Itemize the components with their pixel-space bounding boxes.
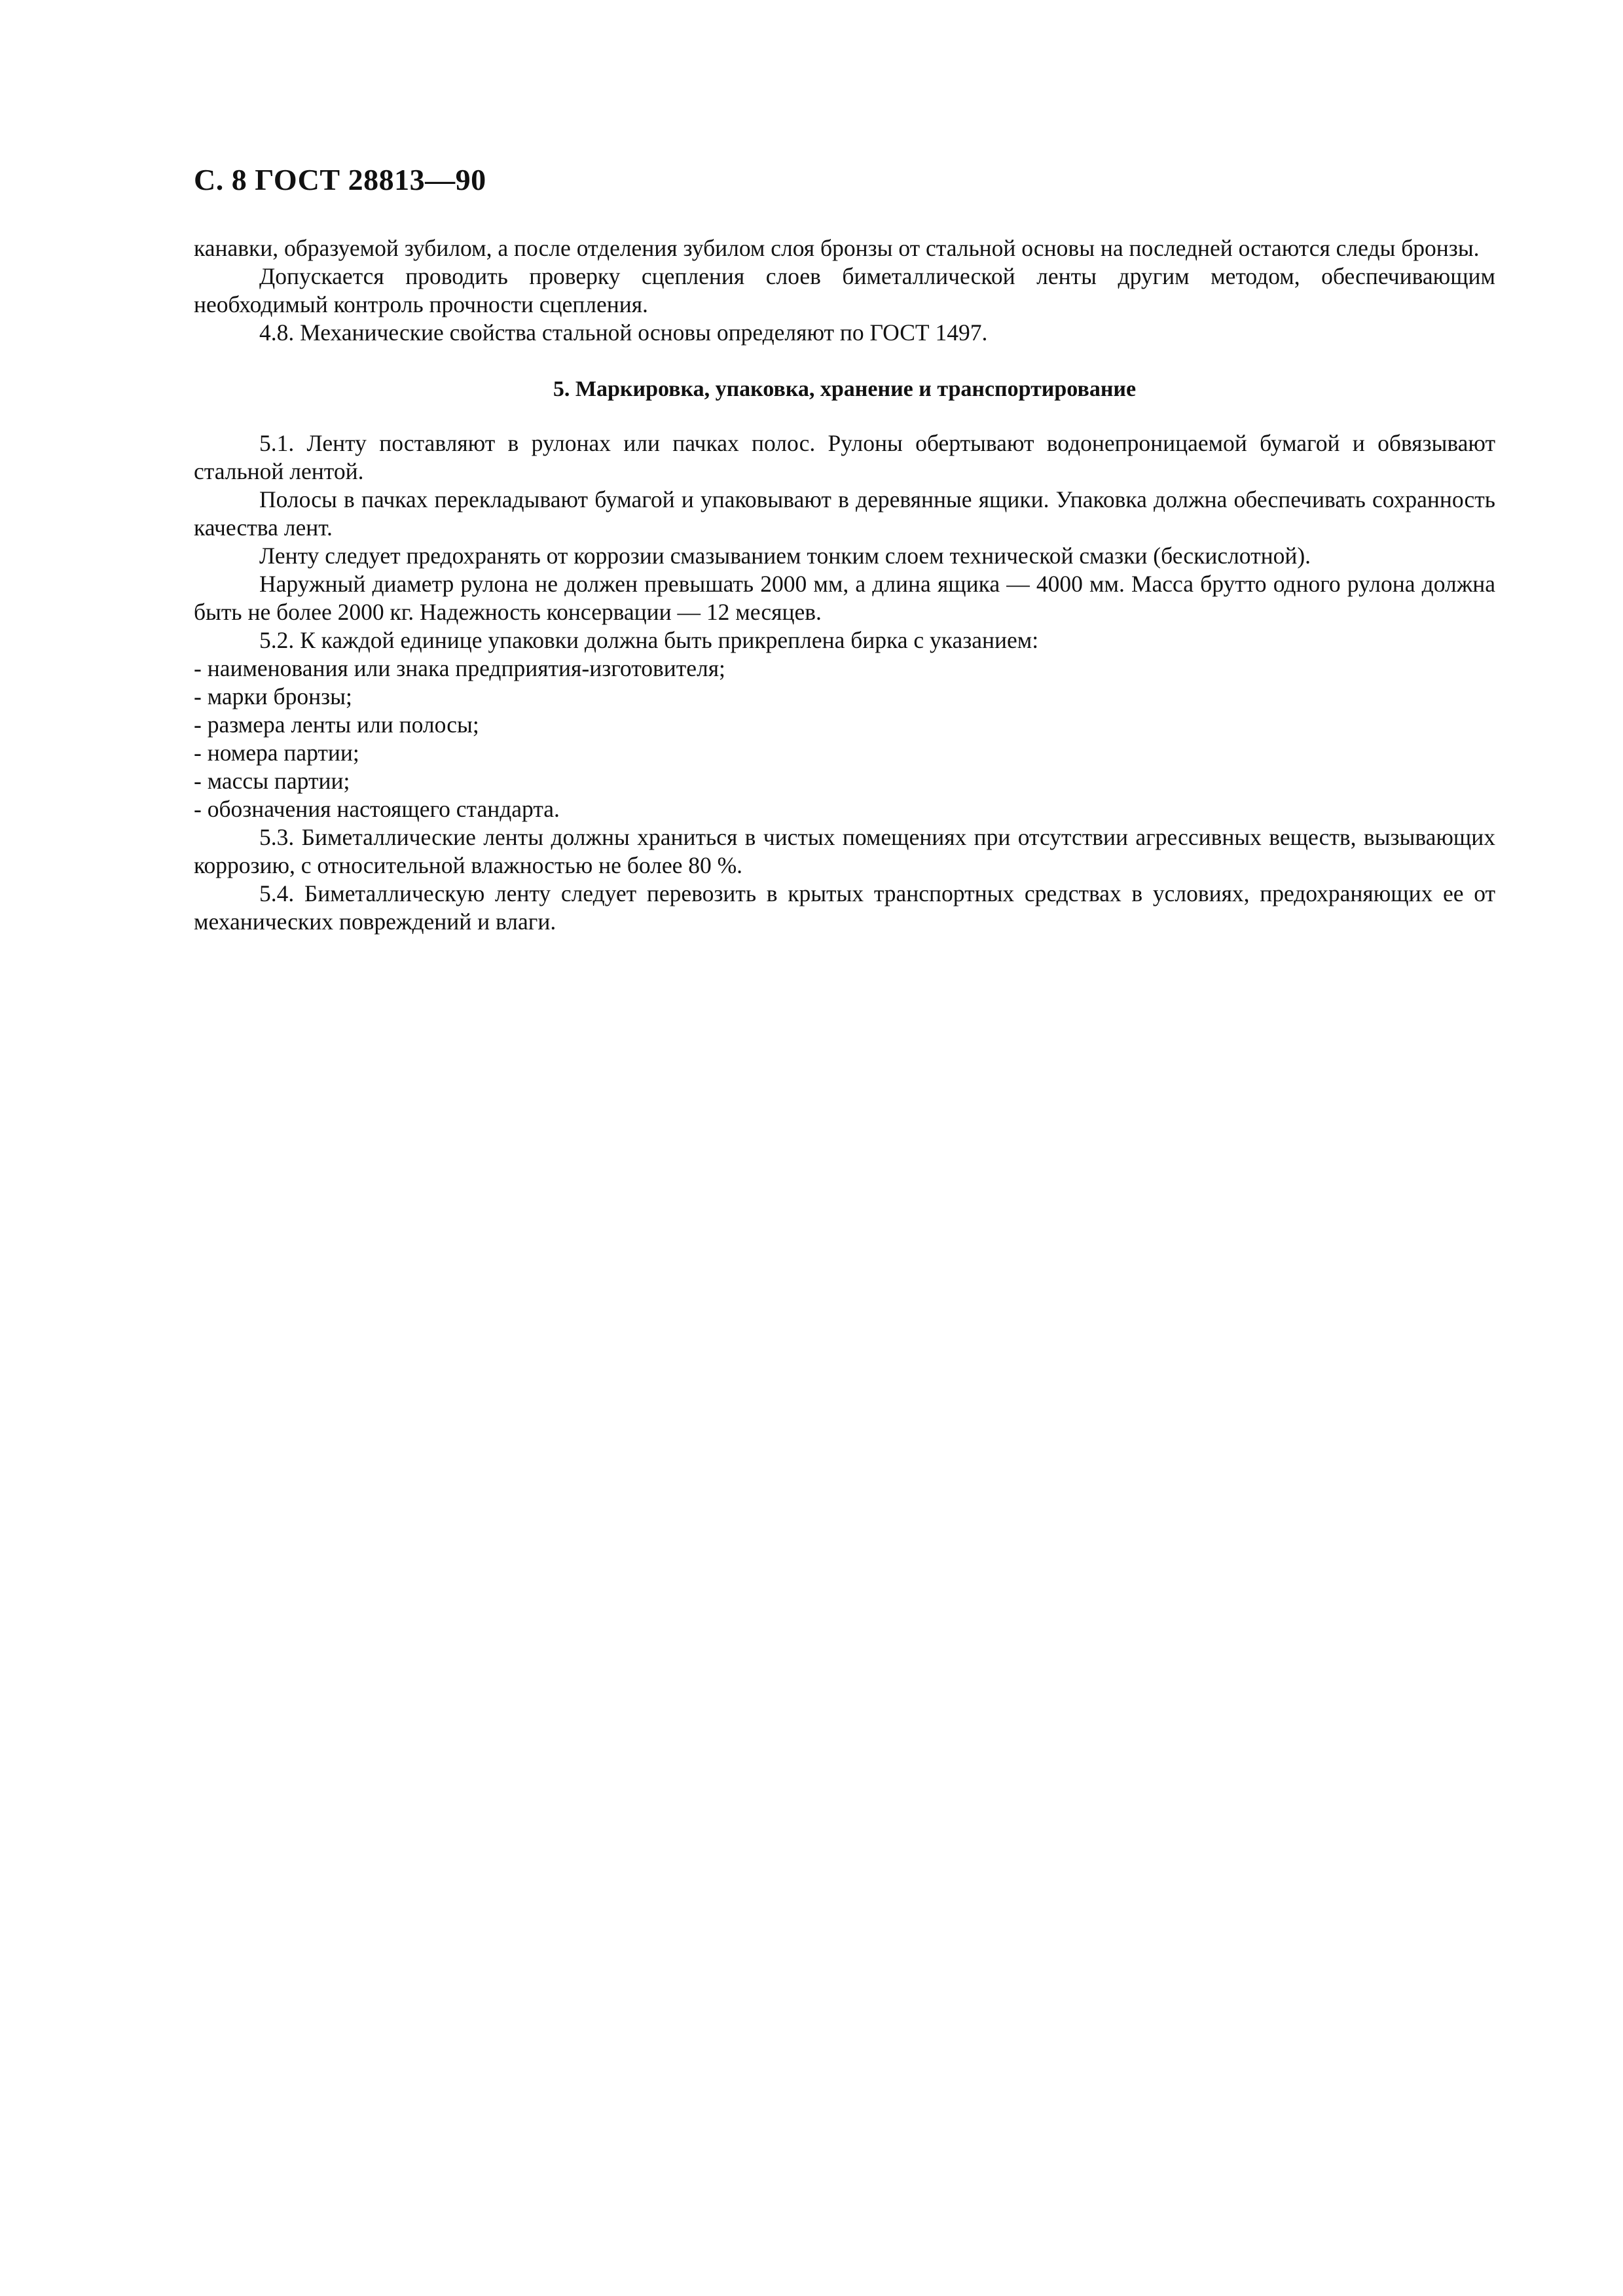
list-item: - номера партии;	[194, 740, 359, 766]
paragraph-bond-check: Допускается проводить проверку сцепления слоев биметаллической ленты другим методом, обеспечивающим необходимый контроль прочности сцепления.	[194, 263, 1495, 317]
paragraph-corrosion: Ленту следует предохранять от коррозии смазыванием тонким слоем технической смазки (бескислотной).	[259, 543, 1311, 569]
page-header: С. 8 ГОСТ 28813—90	[194, 163, 486, 196]
page-content	[194, 234, 1495, 936]
label-requirements-list	[194, 655, 1495, 823]
paragraph-5-3: 5.3. Биметаллические ленты должны храниться в чистых помещениях при отсутствии агрессивных веществ, вызывающих коррозию, с относительной влажностью не более 80 %.	[194, 824, 1495, 878]
paragraph-dimensions: Наружный диаметр рулона не должен превышать 2000 мм, а длина ящика — 4000 мм. Масса брутто одного рулона должна быть не более 2000 кг. Надежность консервации — 12 месяцев.	[194, 571, 1495, 625]
paragraph-4-8: 4.8. Механические свойства стальной основы определяют по ГОСТ 1497.	[259, 319, 988, 346]
section-title: 5. Маркировка, упаковка, хранение и транспортирование	[553, 377, 1137, 401]
paragraph-5-2: 5.2. К каждой единице упаковки должна быть прикреплена бирка с указанием:	[259, 627, 1039, 653]
paragraph-continuation: канавки, образуемой зубилом, а после отделения зубилом слоя бронзы от стальной основы на последней остаются следы бронзы.	[194, 235, 1480, 261]
paragraph-packing: Полосы в пачках перекладывают бумагой и упаковывают в деревянные ящики. Упаковка должна обеспечивать сохранность качества лент.	[194, 486, 1495, 541]
list-item: - марки бронзы;	[194, 683, 352, 709]
list-item: - массы партии;	[194, 768, 350, 794]
list-item: - размера ленты или полосы;	[194, 711, 479, 738]
paragraph-5-4: 5.4. Биметаллическую ленту следует перевозить в крытых транспортных средствах в условиях, предохраняющих ее от механических повреждений и влаги.	[194, 880, 1495, 935]
list-item: - наименования или знака предприятия-изготовителя;	[194, 655, 725, 681]
paragraph-5-1: 5.1. Ленту поставляют в рулонах или пачках полос. Рулоны обертывают водонепроницаемой бумагой и обвязывают стальной лентой.	[194, 430, 1495, 484]
list-item: - обозначения настоящего стандарта.	[194, 796, 560, 822]
